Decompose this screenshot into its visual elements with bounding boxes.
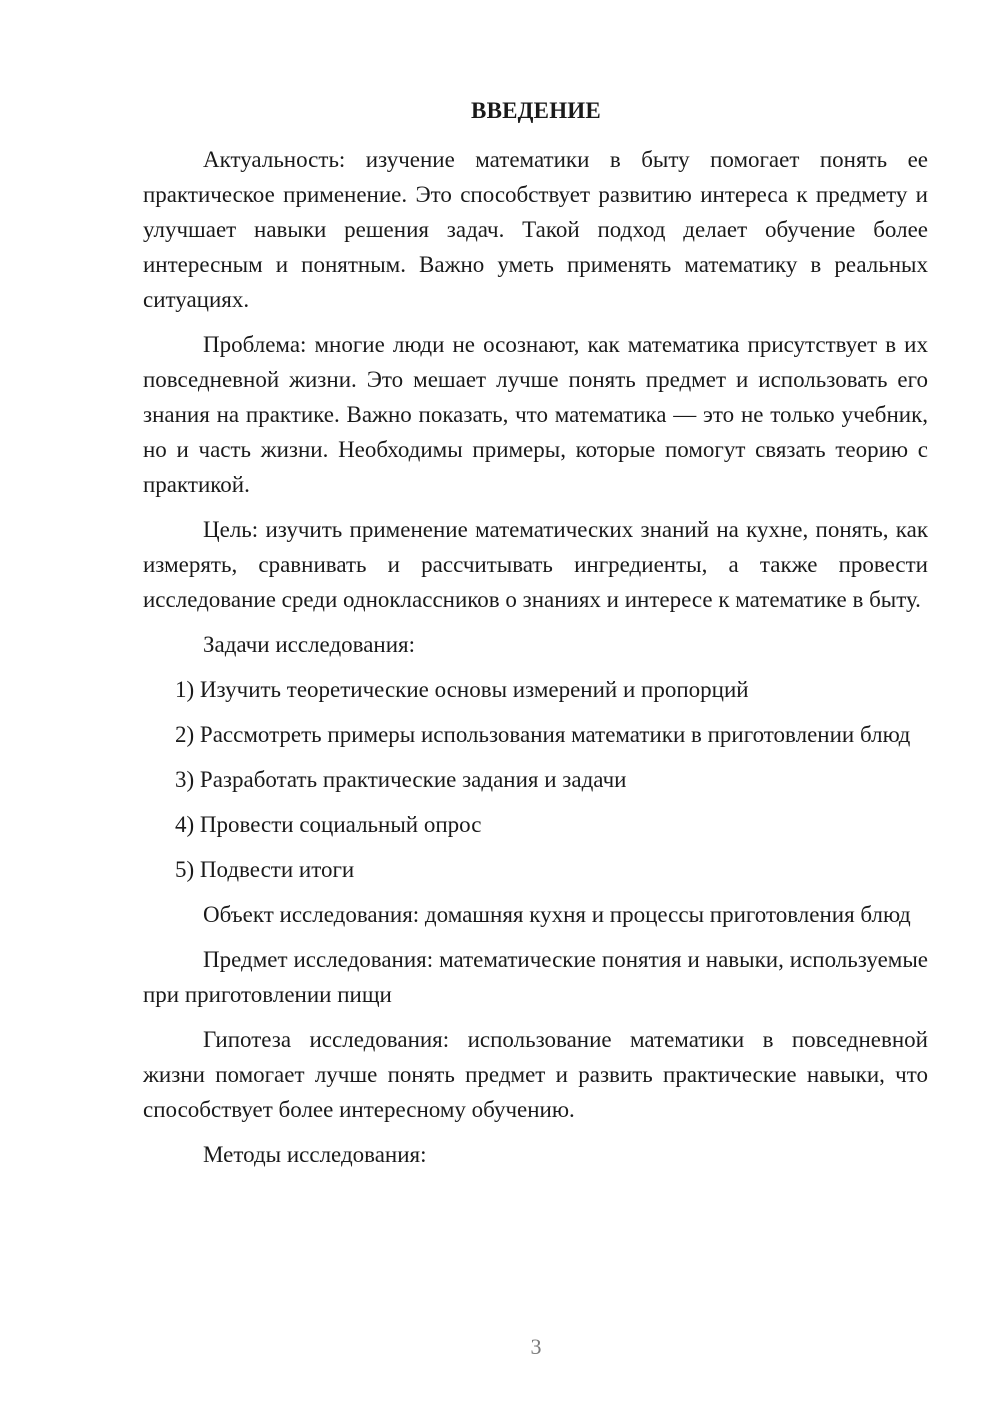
- page-number: 3: [530, 1334, 542, 1359]
- page-title: ВВЕДЕНИЕ: [471, 98, 601, 123]
- list-item: 1) Изучить теоретические основы измерений и пропорций: [175, 677, 749, 702]
- list-item: 3) Разработать практические задания и задачи: [175, 767, 627, 792]
- tasks-heading: Задачи исследования:: [203, 632, 416, 657]
- paragraph-relevance: Актуальность: изучение математики в быту помогает понять ее практическое применение. Это способствует развитию интереса к предмету и улучшает навыки решения задач. Такой подход делает обучение более интересным и понятным. Важно уметь применять математику в реальных ситуациях.: [143, 147, 928, 312]
- list-item: 5) Подвести итоги: [175, 857, 355, 882]
- list-item: 2) Рассмотреть примеры использования математики в приготовлении блюд: [175, 722, 911, 747]
- tasks-list: [143, 672, 928, 887]
- paragraph-object: Объект исследования: домашняя кухня и процессы приготовления блюд: [203, 902, 911, 927]
- document-body: [143, 142, 928, 1182]
- paragraph-goal: Цель: изучить применение математических знаний на кухне, понять, как измерять, сравнивать и рассчитывать ингредиенты, а также провести исследование среди одноклассников о знаниях и интересе к математике в быту.: [143, 517, 928, 612]
- methods-heading: Методы исследования:: [203, 1142, 427, 1167]
- list-item: 4) Провести социальный опрос: [175, 812, 482, 837]
- paragraph-subject: Предмет исследования: математические понятия и навыки, используемые при приготовлении пищи: [143, 947, 928, 1007]
- paragraph-hypothesis: Гипотеза исследования: использование математики в повседневной жизни помогает лучше понять предмет и развить практические навыки, что способствует более интересному обучению.: [143, 1027, 928, 1122]
- paragraph-problem: Проблема: многие люди не осознают, как математика присутствует в их повседневной жизни. Это мешает лучше понять предмет и использовать его знания на практике. Важно показать, что математика — это не только учебник, но и часть жизни. Необходимы примеры, которые помогут связать теорию с практикой.: [143, 332, 928, 497]
